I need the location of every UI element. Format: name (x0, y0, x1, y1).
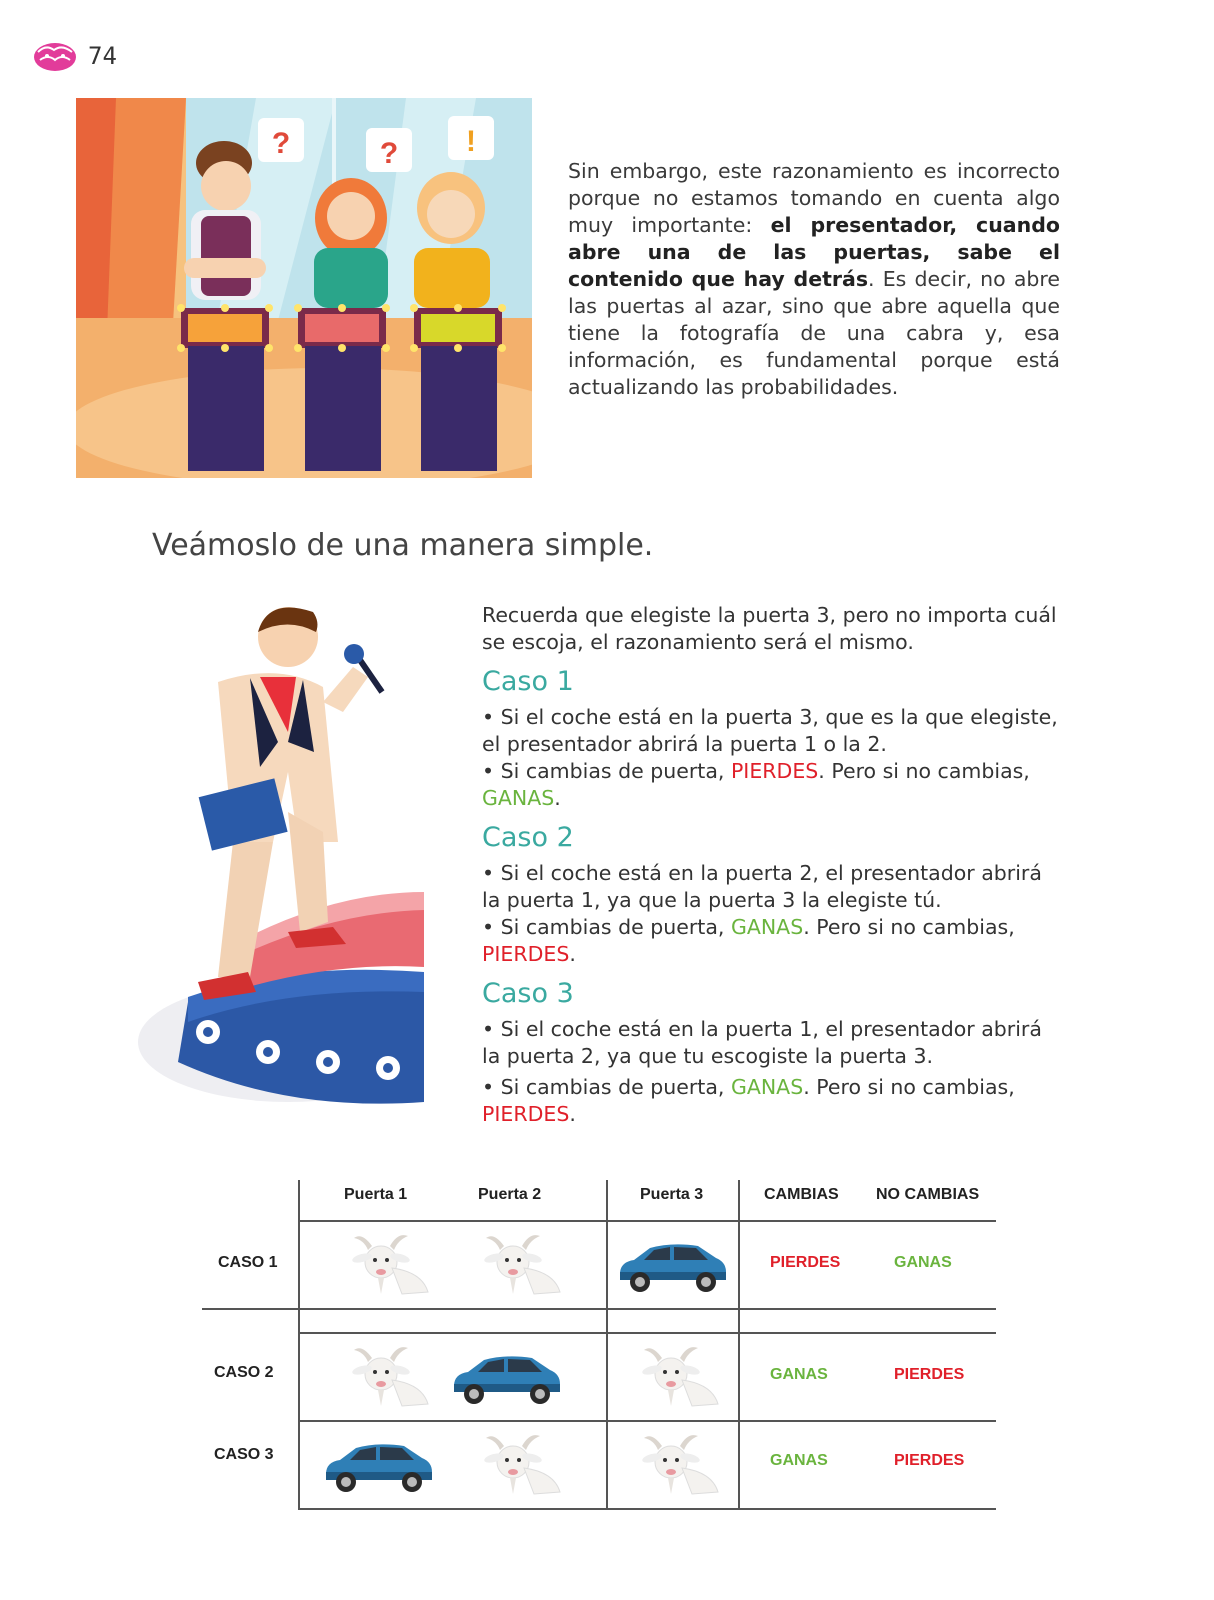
car-icon (446, 1344, 566, 1412)
car-icon (612, 1232, 732, 1300)
row-label-caso-2: CASO 2 (214, 1364, 274, 1381)
row-label-caso-3: CASO 3 (214, 1446, 274, 1463)
case-3-title: Caso 3 (482, 978, 574, 1009)
bubble-2: ? (379, 137, 399, 170)
case-3-line-1: • Si el coche está en la puerta 1, el presentador abrirá la puerta 2, ya que tu escogiste la puerta 3. (482, 1017, 1042, 1068)
outcome-table (202, 1180, 1012, 1520)
case-2-title: Caso 2 (482, 822, 574, 853)
result-caso-3-cambias: GANAS (770, 1452, 828, 1469)
result-caso-3-no-cambias: PIERDES (894, 1452, 965, 1469)
header-puerta-3: Puerta 3 (640, 1186, 704, 1203)
table-divider (202, 1308, 996, 1310)
section-heading: Veámoslo de una manera simple. (152, 528, 654, 563)
bubble-1: ? (271, 127, 291, 160)
contestants-illustration (76, 98, 532, 478)
goat-icon (332, 1344, 442, 1412)
table-divider (298, 1332, 996, 1334)
intro-paragraph (568, 158, 1060, 401)
bubble-3: ! (466, 125, 476, 158)
table-divider (298, 1508, 996, 1510)
result-caso-1-cambias: PIERDES (770, 1254, 841, 1271)
goat-icon (332, 1232, 442, 1300)
row-label-caso-1: CASO 1 (218, 1254, 278, 1271)
host-illustration (138, 592, 424, 1124)
page-number: 74 (88, 42, 117, 70)
explanation-intro: Recuerda que elegiste la puerta 3, pero no importa cuál se escoja, el razonamiento será el mismo. (482, 603, 1057, 654)
goat-icon (464, 1232, 574, 1300)
intro-text-1: Sin embargo, este razonamiento es incorrecto porque no estamos tomando en cuenta algo muy importante: (568, 159, 1060, 237)
explanation-column (482, 602, 1062, 1128)
intro-bold: el presentador, cuando abre una de las puertas, sabe el contenido que hay detrás (568, 213, 1060, 291)
table-divider (298, 1180, 300, 1510)
result-caso-2-no-cambias: PIERDES (894, 1366, 965, 1383)
goat-icon (622, 1344, 732, 1412)
result-caso-1-no-cambias: GANAS (894, 1254, 952, 1271)
goat-icon (622, 1432, 732, 1500)
table-divider (298, 1220, 996, 1222)
header-puerta-2: Puerta 2 (478, 1186, 542, 1203)
table-divider (738, 1180, 740, 1510)
table-divider (606, 1180, 608, 1510)
goat-icon (464, 1432, 574, 1500)
header-no-cambias: NO CAMBIAS (876, 1186, 980, 1203)
intro-text-2: . Es decir, no abre las puertas al azar, sino que abre aquella que tiene la fotografía de una cabra y, esa información, es fundamental porque está actualizando las probabilidades. (568, 267, 1060, 399)
book-logo-icon (32, 40, 78, 74)
case-2-line-2: • Si cambias de puerta, GANAS. Pero si no cambias, PIERDES. (482, 915, 1015, 966)
case-3-line-2: • Si cambias de puerta, GANAS. Pero si no cambias, PIERDES. (482, 1075, 1015, 1126)
case-2-line-1: • Si el coche está en la puerta 2, el presentador abrirá la puerta 1, ya que la puerta 3 la elegiste tú. (482, 861, 1042, 912)
case-1-title: Caso 1 (482, 666, 574, 697)
table-divider (298, 1420, 996, 1422)
car-icon (318, 1432, 438, 1500)
header-puerta-1: Puerta 1 (344, 1186, 408, 1203)
case-1-line-2: • Si cambias de puerta, PIERDES. Pero si no cambias, GANAS. (482, 759, 1030, 810)
result-caso-2-cambias: GANAS (770, 1366, 828, 1383)
case-1-line-1: • Si el coche está en la puerta 3, que es la que elegiste, el presentador abrirá la puerta 1 o la 2. (482, 705, 1058, 756)
header-cambias: CAMBIAS (764, 1186, 839, 1203)
